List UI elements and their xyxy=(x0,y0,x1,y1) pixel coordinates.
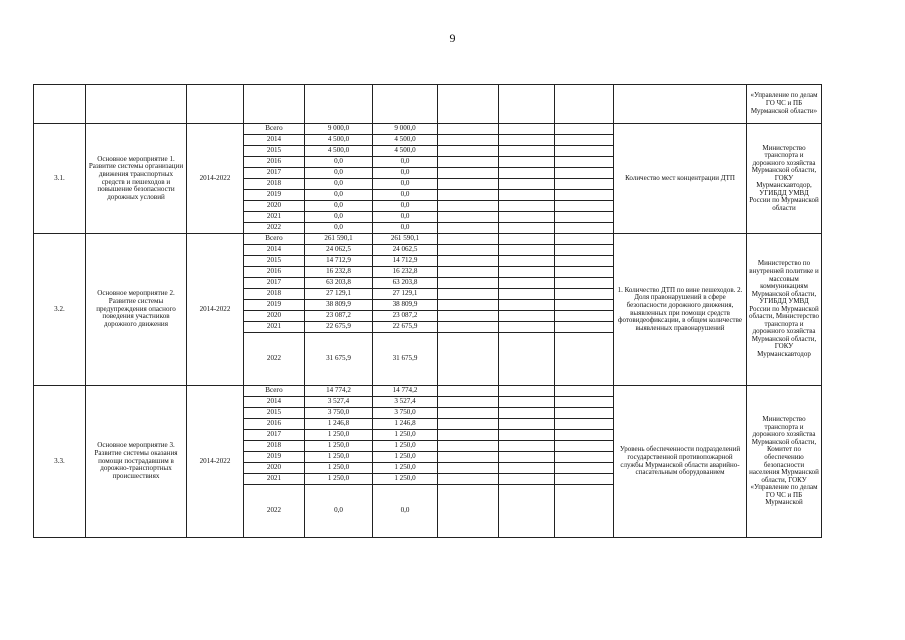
empty-cell xyxy=(499,441,555,452)
empty-cell xyxy=(438,267,499,278)
empty-cell xyxy=(555,463,614,474)
year-cell: Всего xyxy=(244,124,305,135)
executor-cell: Министерство по внутренней политике и массовым коммуникациям Мурманской области, УГИБДД УМВД России по Мурманской области, Министерство транспорта и дорожного хозяйства Мурманской области, ГОКУ Мурманскавтодор xyxy=(747,234,822,386)
total-amount-cell: 3 527,4 xyxy=(305,397,373,408)
empty-cell xyxy=(555,179,614,190)
executor-cell: «Управление по делам ГО ЧС и ПБ Мурманской области» xyxy=(747,85,822,124)
empty-cell xyxy=(555,146,614,157)
empty-cell xyxy=(499,452,555,463)
regional-amount-cell: 63 203,8 xyxy=(373,278,438,289)
empty-cell xyxy=(555,485,614,538)
year-cell: 2021 xyxy=(244,322,305,333)
year-cell: 2018 xyxy=(244,441,305,452)
empty-cell xyxy=(499,267,555,278)
regional-amount-cell: 1 250,0 xyxy=(373,452,438,463)
empty-cell xyxy=(555,124,614,135)
regional-amount-cell: 14 774,2 xyxy=(373,386,438,397)
year-cell: Всего xyxy=(244,234,305,245)
table-row xyxy=(34,124,822,135)
regional-amount-cell: 31 675,9 xyxy=(373,333,438,386)
regional-amount-cell: 0,0 xyxy=(373,157,438,168)
empty-cell xyxy=(499,333,555,386)
empty-cell xyxy=(555,397,614,408)
year-cell: 2019 xyxy=(244,300,305,311)
measure-period: 2014-2022 xyxy=(187,234,244,386)
empty-cell xyxy=(555,333,614,386)
year-cell: 2020 xyxy=(244,201,305,212)
empty-cell xyxy=(555,267,614,278)
empty-cell xyxy=(555,234,614,245)
regional-amount-cell: 23 087,2 xyxy=(373,311,438,322)
regional-amount-cell: 0,0 xyxy=(373,190,438,201)
total-amount-cell: 0,0 xyxy=(305,157,373,168)
indicator-cell: Уровень обеспеченности подразделений государственной противопожарной службы Мурманской области аварийно-спасательным оборудованием xyxy=(614,386,747,538)
empty-cell xyxy=(438,245,499,256)
empty-cell xyxy=(187,85,244,124)
total-amount-cell: 9 000,0 xyxy=(305,124,373,135)
page-number: 9 xyxy=(449,31,456,45)
regional-amount-cell: 0,0 xyxy=(373,485,438,538)
measure-code: 3.3. xyxy=(34,386,86,538)
total-amount-cell: 1 250,0 xyxy=(305,452,373,463)
total-amount-cell: 0,0 xyxy=(305,179,373,190)
executor-cell: Министерство транспорта и дорожного хозяйства Мурманской области, ГОКУ Мурманскавтодор, УГИБДД УМВД России по Мурманской области xyxy=(747,124,822,234)
continued-header-row xyxy=(34,85,822,124)
empty-cell xyxy=(438,408,499,419)
total-amount-cell: 1 250,0 xyxy=(305,441,373,452)
empty-cell xyxy=(244,85,305,124)
empty-cell xyxy=(499,135,555,146)
empty-cell xyxy=(555,441,614,452)
empty-cell xyxy=(499,408,555,419)
empty-cell xyxy=(34,85,86,124)
empty-cell xyxy=(555,190,614,201)
empty-cell xyxy=(438,234,499,245)
empty-cell xyxy=(438,419,499,430)
empty-cell xyxy=(438,278,499,289)
empty-cell xyxy=(438,289,499,300)
empty-cell xyxy=(499,157,555,168)
year-cell: 2020 xyxy=(244,311,305,322)
year-cell: 2014 xyxy=(244,397,305,408)
empty-cell xyxy=(499,179,555,190)
empty-cell xyxy=(555,430,614,441)
empty-cell xyxy=(555,474,614,485)
empty-cell xyxy=(499,386,555,397)
empty-cell xyxy=(438,474,499,485)
empty-cell xyxy=(438,441,499,452)
empty-cell xyxy=(499,463,555,474)
empty-cell xyxy=(555,245,614,256)
year-cell: 2021 xyxy=(244,212,305,223)
empty-cell xyxy=(438,397,499,408)
empty-cell xyxy=(555,419,614,430)
empty-cell xyxy=(499,190,555,201)
total-amount-cell: 63 203,8 xyxy=(305,278,373,289)
regional-amount-cell: 4 500,0 xyxy=(373,135,438,146)
table-row xyxy=(34,386,822,397)
empty-cell xyxy=(499,419,555,430)
empty-cell xyxy=(499,85,555,124)
empty-cell xyxy=(499,278,555,289)
measure-code: 3.1. xyxy=(34,124,86,234)
measure-name: Основное мероприятие 1. Развитие системы организации движения транспортных средств и пешеходов и повышение безопасности дорожных условий xyxy=(86,124,187,234)
empty-cell xyxy=(555,168,614,179)
year-cell: 2015 xyxy=(244,408,305,419)
regional-amount-cell: 14 712,9 xyxy=(373,256,438,267)
regional-amount-cell: 24 062,5 xyxy=(373,245,438,256)
total-amount-cell: 0,0 xyxy=(305,190,373,201)
total-amount-cell: 0,0 xyxy=(305,168,373,179)
empty-cell xyxy=(86,85,187,124)
regional-amount-cell: 1 250,0 xyxy=(373,474,438,485)
table-row xyxy=(34,234,822,245)
total-amount-cell: 0,0 xyxy=(305,212,373,223)
year-cell: 2018 xyxy=(244,289,305,300)
empty-cell xyxy=(499,474,555,485)
total-amount-cell: 0,0 xyxy=(305,485,373,538)
empty-cell xyxy=(555,278,614,289)
total-amount-cell: 22 675,9 xyxy=(305,322,373,333)
empty-cell xyxy=(438,452,499,463)
measure-code: 3.2. xyxy=(34,234,86,386)
regional-amount-cell: 9 000,0 xyxy=(373,124,438,135)
year-cell: Всего xyxy=(244,386,305,397)
total-amount-cell: 27 129,1 xyxy=(305,289,373,300)
regional-amount-cell: 27 129,1 xyxy=(373,289,438,300)
empty-cell xyxy=(438,463,499,474)
year-cell: 2021 xyxy=(244,474,305,485)
regional-amount-cell: 1 250,0 xyxy=(373,430,438,441)
empty-cell xyxy=(555,300,614,311)
regional-amount-cell: 22 675,9 xyxy=(373,322,438,333)
empty-cell xyxy=(438,124,499,135)
total-amount-cell: 261 590,1 xyxy=(305,234,373,245)
empty-cell xyxy=(555,256,614,267)
total-amount-cell: 0,0 xyxy=(305,201,373,212)
total-amount-cell: 14 712,9 xyxy=(305,256,373,267)
empty-cell xyxy=(499,168,555,179)
empty-cell xyxy=(499,212,555,223)
empty-cell xyxy=(555,386,614,397)
empty-cell xyxy=(555,408,614,419)
regional-amount-cell: 0,0 xyxy=(373,223,438,234)
empty-cell xyxy=(438,223,499,234)
empty-cell xyxy=(499,234,555,245)
year-cell: 2016 xyxy=(244,267,305,278)
regional-amount-cell: 4 500,0 xyxy=(373,146,438,157)
empty-cell xyxy=(499,311,555,322)
empty-cell xyxy=(305,85,373,124)
empty-cell xyxy=(438,135,499,146)
indicator-cell: 1. Количество ДТП по вине пешеходов. 2. Доля правонарушений в сфере безопасности дорожного движения, выявленных при помощи средств фотовидеофиксации, в общем количестве выявленных правонарушений xyxy=(614,234,747,386)
year-cell: 2014 xyxy=(244,135,305,146)
year-cell: 2022 xyxy=(244,485,305,538)
empty-cell xyxy=(499,245,555,256)
empty-cell xyxy=(499,146,555,157)
regional-amount-cell: 3 527,4 xyxy=(373,397,438,408)
total-amount-cell: 0,0 xyxy=(305,223,373,234)
measure-name: Основное мероприятие 2. Развитие системы предупреждения опасного поведения участников дорожного движения xyxy=(86,234,187,386)
empty-cell xyxy=(555,289,614,300)
empty-cell xyxy=(555,212,614,223)
total-amount-cell: 4 500,0 xyxy=(305,135,373,146)
year-cell: 2018 xyxy=(244,179,305,190)
empty-cell xyxy=(555,311,614,322)
empty-cell xyxy=(555,135,614,146)
year-cell: 2017 xyxy=(244,168,305,179)
year-cell: 2019 xyxy=(244,452,305,463)
year-cell: 2017 xyxy=(244,278,305,289)
empty-cell xyxy=(438,201,499,212)
empty-cell xyxy=(438,212,499,223)
executor-cell: Министерство транспорта и дорожного хозяйства Мурманской области, Комитет по обеспечению безопасности населения Мурманской области, ГОКУ «Управление по делам ГО ЧС и ПБ Мурманской xyxy=(747,386,822,538)
empty-cell xyxy=(438,157,499,168)
empty-cell xyxy=(438,168,499,179)
total-amount-cell: 23 087,2 xyxy=(305,311,373,322)
regional-amount-cell: 16 232,8 xyxy=(373,267,438,278)
empty-cell xyxy=(438,430,499,441)
year-cell: 2016 xyxy=(244,419,305,430)
empty-cell xyxy=(499,289,555,300)
year-cell: 2015 xyxy=(244,256,305,267)
total-amount-cell: 16 232,8 xyxy=(305,267,373,278)
empty-cell xyxy=(499,223,555,234)
year-cell: 2022 xyxy=(244,333,305,386)
empty-cell xyxy=(614,85,747,124)
empty-cell xyxy=(438,485,499,538)
empty-cell xyxy=(373,85,438,124)
total-amount-cell: 1 250,0 xyxy=(305,474,373,485)
empty-cell xyxy=(499,201,555,212)
measure-period: 2014-2022 xyxy=(187,124,244,234)
empty-cell xyxy=(499,300,555,311)
measure-name: Основное мероприятие 3. Развитие системы оказания помощи пострадавшим в дорожно-транспортных происшествиях xyxy=(86,386,187,538)
empty-cell xyxy=(555,201,614,212)
empty-cell xyxy=(555,223,614,234)
total-amount-cell: 31 675,9 xyxy=(305,333,373,386)
empty-cell xyxy=(438,146,499,157)
indicator-cell: Количество мест концентрации ДТП xyxy=(614,124,747,234)
year-cell: 2020 xyxy=(244,463,305,474)
empty-cell xyxy=(499,397,555,408)
regional-amount-cell: 3 750,0 xyxy=(373,408,438,419)
empty-cell xyxy=(438,386,499,397)
empty-cell xyxy=(438,85,499,124)
year-cell: 2016 xyxy=(244,157,305,168)
total-amount-cell: 14 774,2 xyxy=(305,386,373,397)
year-cell: 2022 xyxy=(244,223,305,234)
empty-cell xyxy=(438,322,499,333)
regional-amount-cell: 0,0 xyxy=(373,179,438,190)
total-amount-cell: 3 750,0 xyxy=(305,408,373,419)
year-cell: 2019 xyxy=(244,190,305,201)
program-measures-table xyxy=(33,84,822,538)
empty-cell xyxy=(499,430,555,441)
total-amount-cell: 1 250,0 xyxy=(305,463,373,474)
empty-cell xyxy=(555,322,614,333)
regional-amount-cell: 0,0 xyxy=(373,212,438,223)
regional-amount-cell: 1 250,0 xyxy=(373,441,438,452)
regional-amount-cell: 261 590,1 xyxy=(373,234,438,245)
empty-cell xyxy=(555,85,614,124)
empty-cell xyxy=(499,256,555,267)
empty-cell xyxy=(438,190,499,201)
regional-amount-cell: 1 250,0 xyxy=(373,463,438,474)
empty-cell xyxy=(438,256,499,267)
regional-amount-cell: 0,0 xyxy=(373,201,438,212)
empty-cell xyxy=(499,124,555,135)
empty-cell xyxy=(499,322,555,333)
empty-cell xyxy=(438,300,499,311)
empty-cell xyxy=(438,333,499,386)
empty-cell xyxy=(555,452,614,463)
empty-cell xyxy=(438,179,499,190)
year-cell: 2014 xyxy=(244,245,305,256)
year-cell: 2017 xyxy=(244,430,305,441)
total-amount-cell: 4 500,0 xyxy=(305,146,373,157)
total-amount-cell: 1 246,8 xyxy=(305,419,373,430)
regional-amount-cell: 38 809,9 xyxy=(373,300,438,311)
regional-amount-cell: 0,0 xyxy=(373,168,438,179)
regional-amount-cell: 1 246,8 xyxy=(373,419,438,430)
total-amount-cell: 1 250,0 xyxy=(305,430,373,441)
empty-cell xyxy=(555,157,614,168)
empty-cell xyxy=(499,485,555,538)
measure-period: 2014-2022 xyxy=(187,386,244,538)
year-cell: 2015 xyxy=(244,146,305,157)
empty-cell xyxy=(438,311,499,322)
total-amount-cell: 38 809,9 xyxy=(305,300,373,311)
total-amount-cell: 24 062,5 xyxy=(305,245,373,256)
